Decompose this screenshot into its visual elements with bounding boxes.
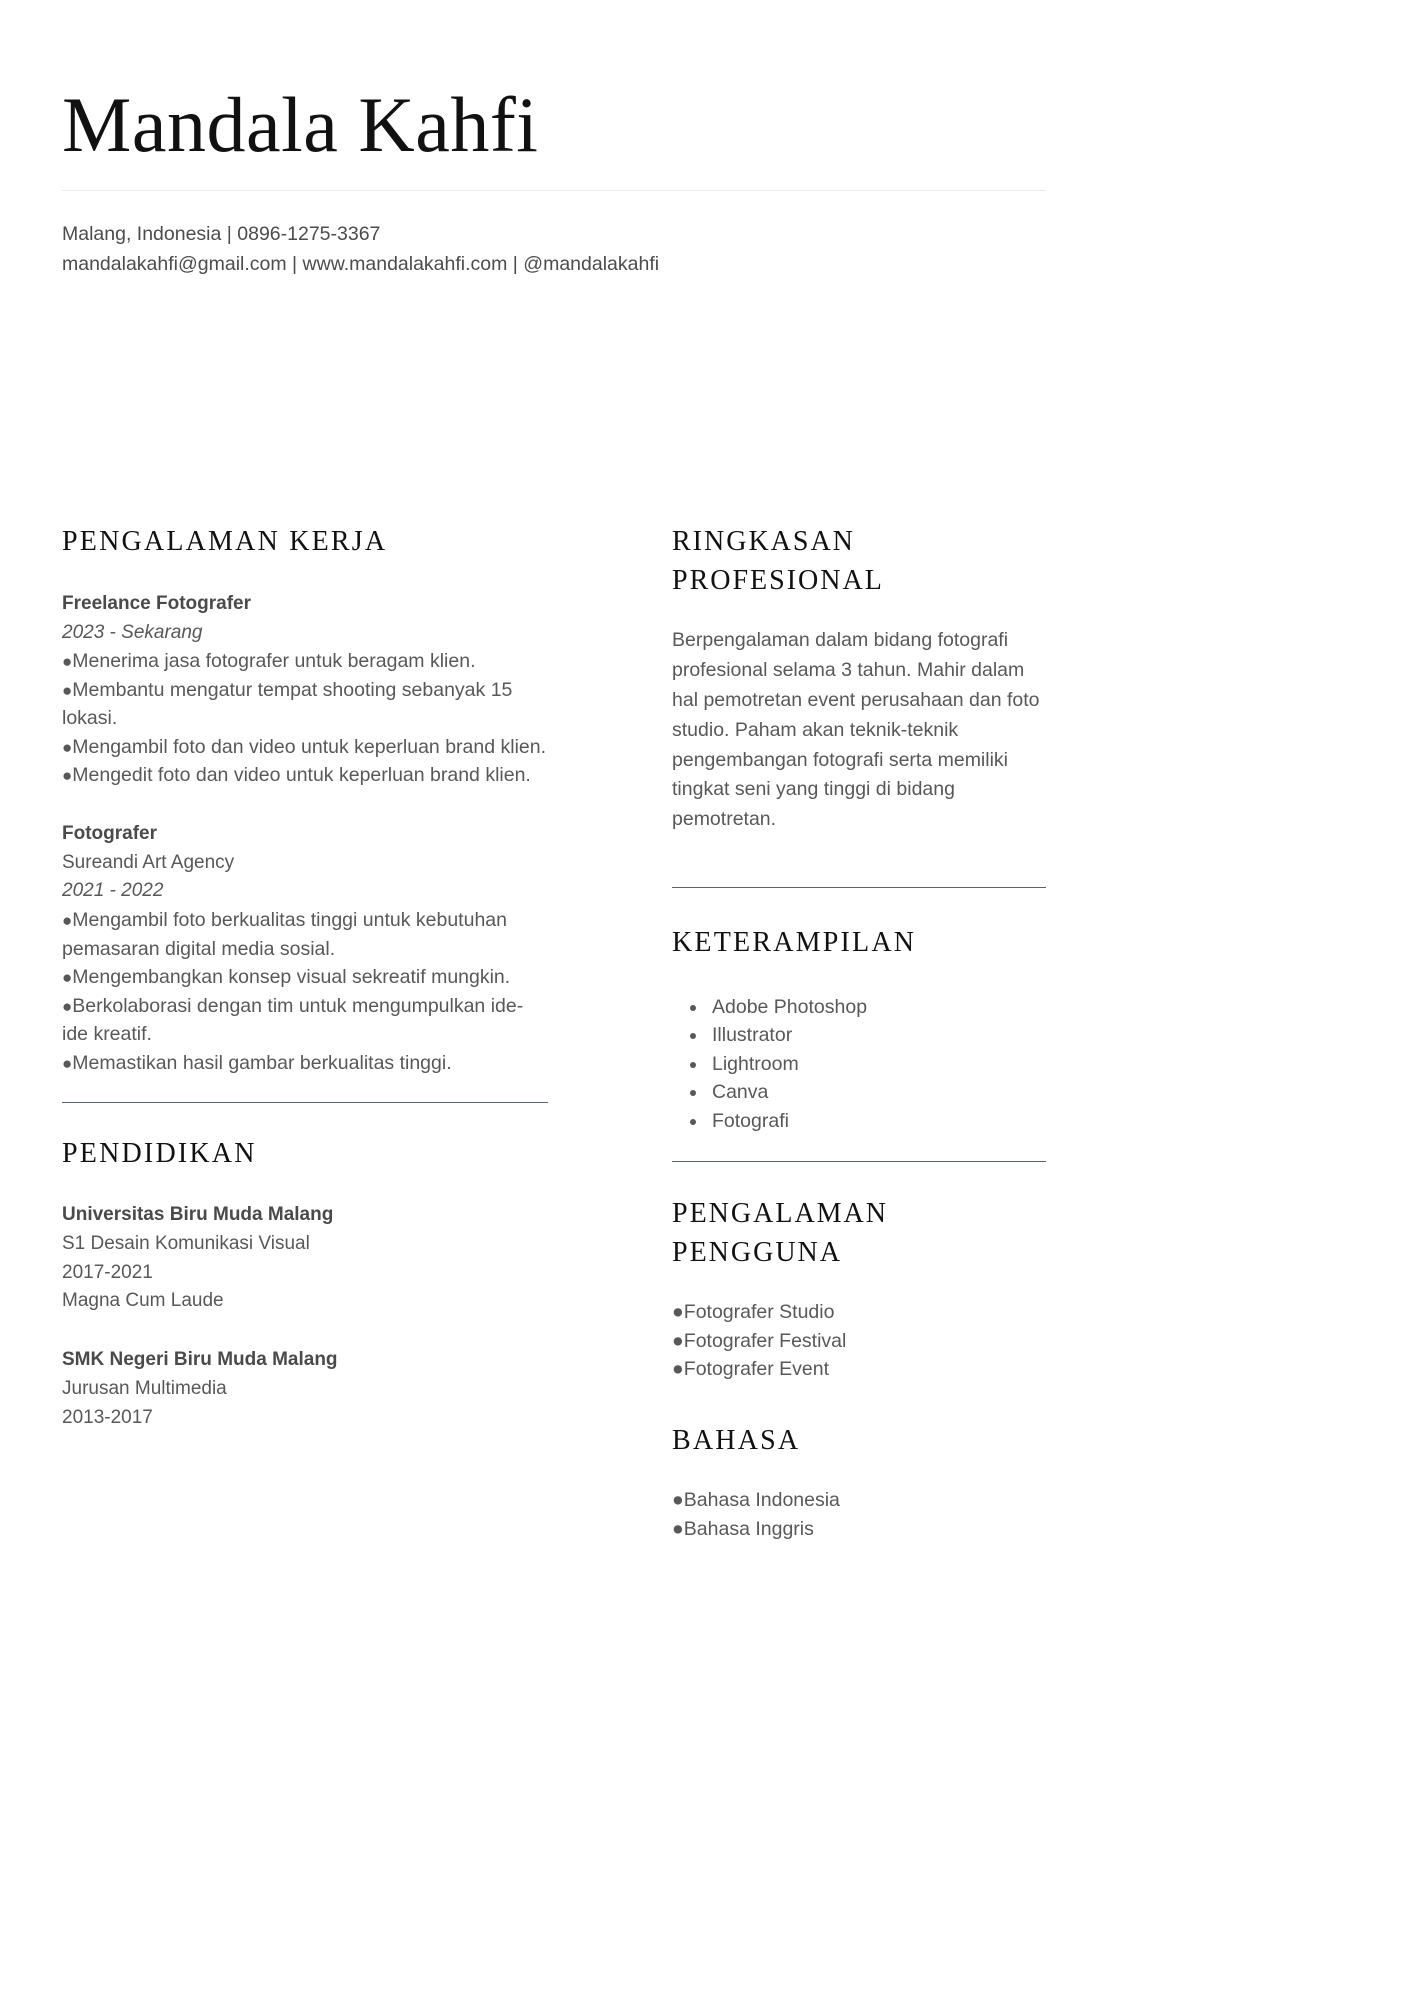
list-item: [672, 1327, 1046, 1355]
section-divider-skills: [672, 887, 1046, 888]
section-divider-user-experience: [672, 1161, 1046, 1162]
experience-title: Freelance Fotografer: [62, 592, 251, 614]
education-school: Universitas Biru Muda Malang: [62, 1203, 334, 1225]
right-column: [672, 523, 1046, 1543]
bullet-icon: ●: [672, 1358, 684, 1381]
list-item-text: Fotografer Event: [683, 1358, 830, 1381]
list-item: [672, 1355, 1046, 1383]
list-item-text: Fotografer Festival: [683, 1329, 847, 1352]
experience-entry: [62, 590, 548, 790]
user-experience-list: [672, 1298, 1046, 1383]
list-item: [672, 1486, 1046, 1514]
list-item-text: Membantu mengatur tempat shooting sebanyak 15 lokasi.: [62, 678, 513, 730]
list-item: [62, 1049, 548, 1077]
bullet-icon: ●: [62, 652, 73, 672]
bullet-icon: ●: [672, 1489, 684, 1512]
list-item: [62, 733, 548, 761]
list-item: [62, 676, 548, 733]
education-years: 2017-2021: [62, 1261, 153, 1283]
bullet-icon: ●: [62, 996, 73, 1016]
list-item-text: Mengedit foto dan video untuk keperluan brand klien.: [72, 764, 531, 787]
contact-block: [62, 220, 1046, 279]
list-item: [62, 761, 548, 789]
section-heading-education: PENDIDIKAN: [62, 1138, 257, 1170]
bullet-icon: ●: [62, 911, 73, 931]
section-heading-skills: KETERAMPILAN: [672, 927, 917, 959]
education-detail: S1 Desain Komunikasi Visual: [62, 1232, 310, 1254]
section-heading-summary-line1: RINGKASAN: [672, 526, 855, 557]
list-item-text: Fotografer Studio: [683, 1301, 835, 1324]
list-item: • Canva: [708, 1078, 1046, 1106]
experience-entry: [62, 820, 548, 1077]
section-heading-summary-line2: PROFESIONAL: [672, 564, 884, 596]
contact-line-email-web-social: mandalakahfi@gmail.com | www.mandalakahfi.com | @mandalakahfi: [62, 252, 660, 275]
section-heading-user-experience-line1: PENGALAMAN: [672, 1198, 888, 1230]
bullet-icon: ●: [62, 680, 73, 700]
section-heading-user-experience-line2: PENGGUNA: [672, 1236, 842, 1268]
list-item: • Adobe Photoshop: [708, 993, 1046, 1021]
list-item: • Fotografi: [708, 1107, 1046, 1135]
bullet-icon: ●: [62, 766, 73, 786]
education-school: SMK Negeri Biru Muda Malang: [62, 1349, 338, 1371]
list-item-text: Memastikan hasil gambar berkualitas tinggi.: [72, 1051, 452, 1074]
section-heading-languages: BAHASA: [672, 1424, 801, 1456]
education-years: 2013-2017: [62, 1407, 153, 1429]
list-item: [62, 906, 548, 963]
summary-paragraph: Berpengalaman dalam bidang fotografi profesional selama 3 tahun. Mahir dalam hal pemotretan event perusahaan dan foto studio. Paham akan teknik-teknik pengembangan fotografi serta memiliki tingkat seni yang tinggi di bidang pemotretan.: [672, 629, 1040, 831]
left-column: [62, 523, 548, 1433]
experience-bullet-list: [62, 906, 548, 1077]
list-item: • Lightroom: [708, 1050, 1046, 1078]
list-item-text: Menerima jasa fotografer untuk beragam klien.: [72, 650, 476, 673]
resume-header: [62, 81, 1046, 279]
section-heading-user-experience: [672, 1195, 1046, 1272]
section-heading-experience: PENGALAMAN KERJA: [62, 526, 388, 557]
bullet-icon: ●: [62, 968, 73, 988]
education-entry: [62, 1346, 548, 1433]
list-item: [62, 963, 548, 991]
contact-line-location-phone: Malang, Indonesia | 0896-1275-3367: [62, 223, 381, 245]
list-item: [62, 992, 548, 1049]
bullet-icon: ●: [672, 1329, 684, 1352]
list-item: [672, 1298, 1046, 1326]
languages-list: [672, 1486, 1046, 1543]
list-item-text: Bahasa Inggris: [683, 1517, 814, 1540]
list-item: [672, 1515, 1046, 1543]
section-heading-summary: [672, 523, 1046, 600]
education-honors: Magna Cum Laude: [62, 1290, 224, 1312]
list-item-text: Mengambil foto dan video untuk keperluan brand klien.: [72, 735, 547, 758]
bullet-icon: ●: [62, 737, 73, 757]
education-entry: [62, 1201, 548, 1317]
skills-list: [672, 993, 1046, 1135]
bullet-icon: ●: [62, 1053, 73, 1073]
list-item-text: Mengembangkan konsep visual sekreatif mungkin.: [72, 966, 511, 989]
bullet-icon: ●: [672, 1301, 684, 1324]
experience-bullet-list: [62, 647, 548, 789]
education-detail: Jurusan Multimedia: [62, 1378, 227, 1400]
experience-company: Sureandi Art Agency: [62, 851, 235, 873]
section-divider-education: [62, 1102, 548, 1103]
bullet-icon: ●: [672, 1517, 684, 1540]
page-title: Mandala Kahfi: [62, 81, 539, 168]
experience-date: 2023 - Sekarang: [62, 621, 203, 643]
list-item-text: Berkolaborasi dengan tim untuk mengumpulkan ide-ide kreatif.: [62, 994, 524, 1046]
list-item: • Illustrator: [708, 1021, 1046, 1049]
list-item-text: Mengambil foto berkualitas tinggi untuk kebutuhan pemasaran digital media sosial.: [62, 909, 507, 960]
list-item: [62, 647, 548, 675]
header-divider: [62, 190, 1046, 191]
list-item-text: Bahasa Indonesia: [683, 1489, 840, 1512]
experience-date: 2021 - 2022: [62, 880, 164, 902]
experience-title: Fotografer: [62, 822, 157, 844]
